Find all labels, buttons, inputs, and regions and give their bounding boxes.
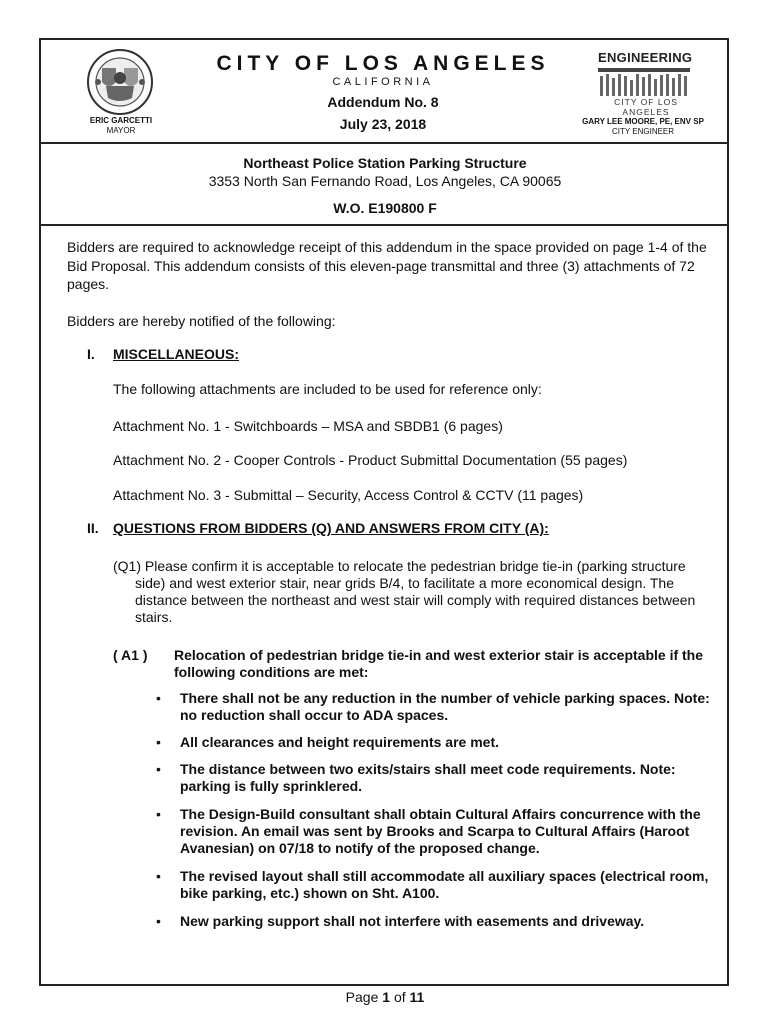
section-1-heading: MISCELLANEOUS: <box>113 346 239 362</box>
addendum-number: Addendum No. 8 <box>327 94 439 110</box>
answer-1: Relocation of pedestrian bridge tie-in and west exterior stair is acceptable if the following conditions are met: <box>174 647 704 680</box>
project-divider <box>39 224 729 226</box>
mayor-title: MAYOR <box>106 126 136 135</box>
mayor-name: ERIC GARCETTI <box>89 116 153 125</box>
engineering-logo-text: ENGINEERING <box>598 50 693 65</box>
city-engineer-title: CITY ENGINEER <box>611 127 675 136</box>
attachment-item: Attachment No. 3 - Submittal – Security, Access Control & CCTV (11 pages) <box>113 487 584 503</box>
bullet-icon: • <box>156 761 161 777</box>
project-address: 3353 North San Fernando Road, Los Angeles, CA 90065 <box>208 173 562 189</box>
bullet-icon: • <box>156 806 161 822</box>
bullet-icon: • <box>156 868 161 884</box>
state-label: CALIFORNIA <box>332 76 434 88</box>
page-footer <box>200 989 570 1005</box>
section-2-number: II. <box>87 520 99 536</box>
page-total: 11 <box>409 989 425 1005</box>
condition-item: The distance between two exits/stairs shall meet code requirements. Note: parking is fully sprinklered. <box>180 761 676 794</box>
engineering-logo-icon <box>598 68 690 96</box>
attachment-item: Attachment No. 1 - Switchboards – MSA and SBDB1 (6 pages) <box>113 418 503 434</box>
city-seal-icon <box>86 48 154 116</box>
addendum-date: July 23, 2018 <box>339 116 427 132</box>
question-1: (Q1) Please confirm it is acceptable to relocate the pedestrian bridge tie-in (parking structure side) and west exterior stair, near grids B/4, to facilitate a more economical design. The distance between the northeast and west stair will comply with required distances between stairs. <box>113 558 696 625</box>
section-1-number: I. <box>87 346 95 362</box>
city-engineer-name: GARY LEE MOORE, PE, ENV SP <box>582 117 704 126</box>
condition-item: The Design-Build consultant shall obtain Cultural Affairs concurrence with the revision. An email was sent by Brooks and Scarpa to Cultural Affairs (Haroot Avanesian) on 07/18 to notify of the proposed change. <box>180 806 701 856</box>
page-number: 1 <box>382 989 391 1005</box>
page-word: Page <box>345 989 379 1005</box>
city-title: CITY OF LOS ANGELES <box>216 52 550 75</box>
condition-item: All clearances and height requirements are met. <box>180 734 500 750</box>
attachment-item: Attachment No. 2 - Cooper Controls - Product Submittal Documentation (55 pages) <box>113 452 628 468</box>
notified-paragraph: Bidders are hereby notified of the following: <box>67 313 336 329</box>
bullet-icon: • <box>156 734 161 750</box>
answer-1-label: ( A1 ) <box>113 647 148 663</box>
attachments-intro: The following attachments are included to be used for reference only: <box>113 381 542 397</box>
work-order-number: W.O. E190800 F <box>333 200 437 216</box>
header-divider <box>39 142 729 144</box>
section-2-heading: QUESTIONS FROM BIDDERS (Q) AND ANSWERS FROM CITY (A): <box>113 520 549 536</box>
condition-item: There shall not be any reduction in the number of vehicle parking spaces. Note: no reduction shall occur to ADA spaces. <box>180 690 710 723</box>
bullet-icon: • <box>156 690 161 706</box>
engineering-logo-city: CITY OF LOS ANGELES <box>614 97 678 117</box>
acknowledge-paragraph: Bidders are required to acknowledge receipt of this addendum in the space provided on page 1-4 of the Bid Proposal. This addendum consists of this eleven-page transmittal and three (3) attachments of 72 pages. <box>67 239 707 292</box>
of-word: of <box>393 989 406 1005</box>
project-title: Northeast Police Station Parking Structure <box>243 155 527 171</box>
bullet-icon: • <box>156 913 161 929</box>
condition-item: The revised layout shall still accommodate all auxiliary spaces (electrical room, bike parking, etc.) shown on Sht. A100. <box>180 868 709 901</box>
condition-item: New parking support shall not interfere with easements and driveway. <box>180 913 645 929</box>
